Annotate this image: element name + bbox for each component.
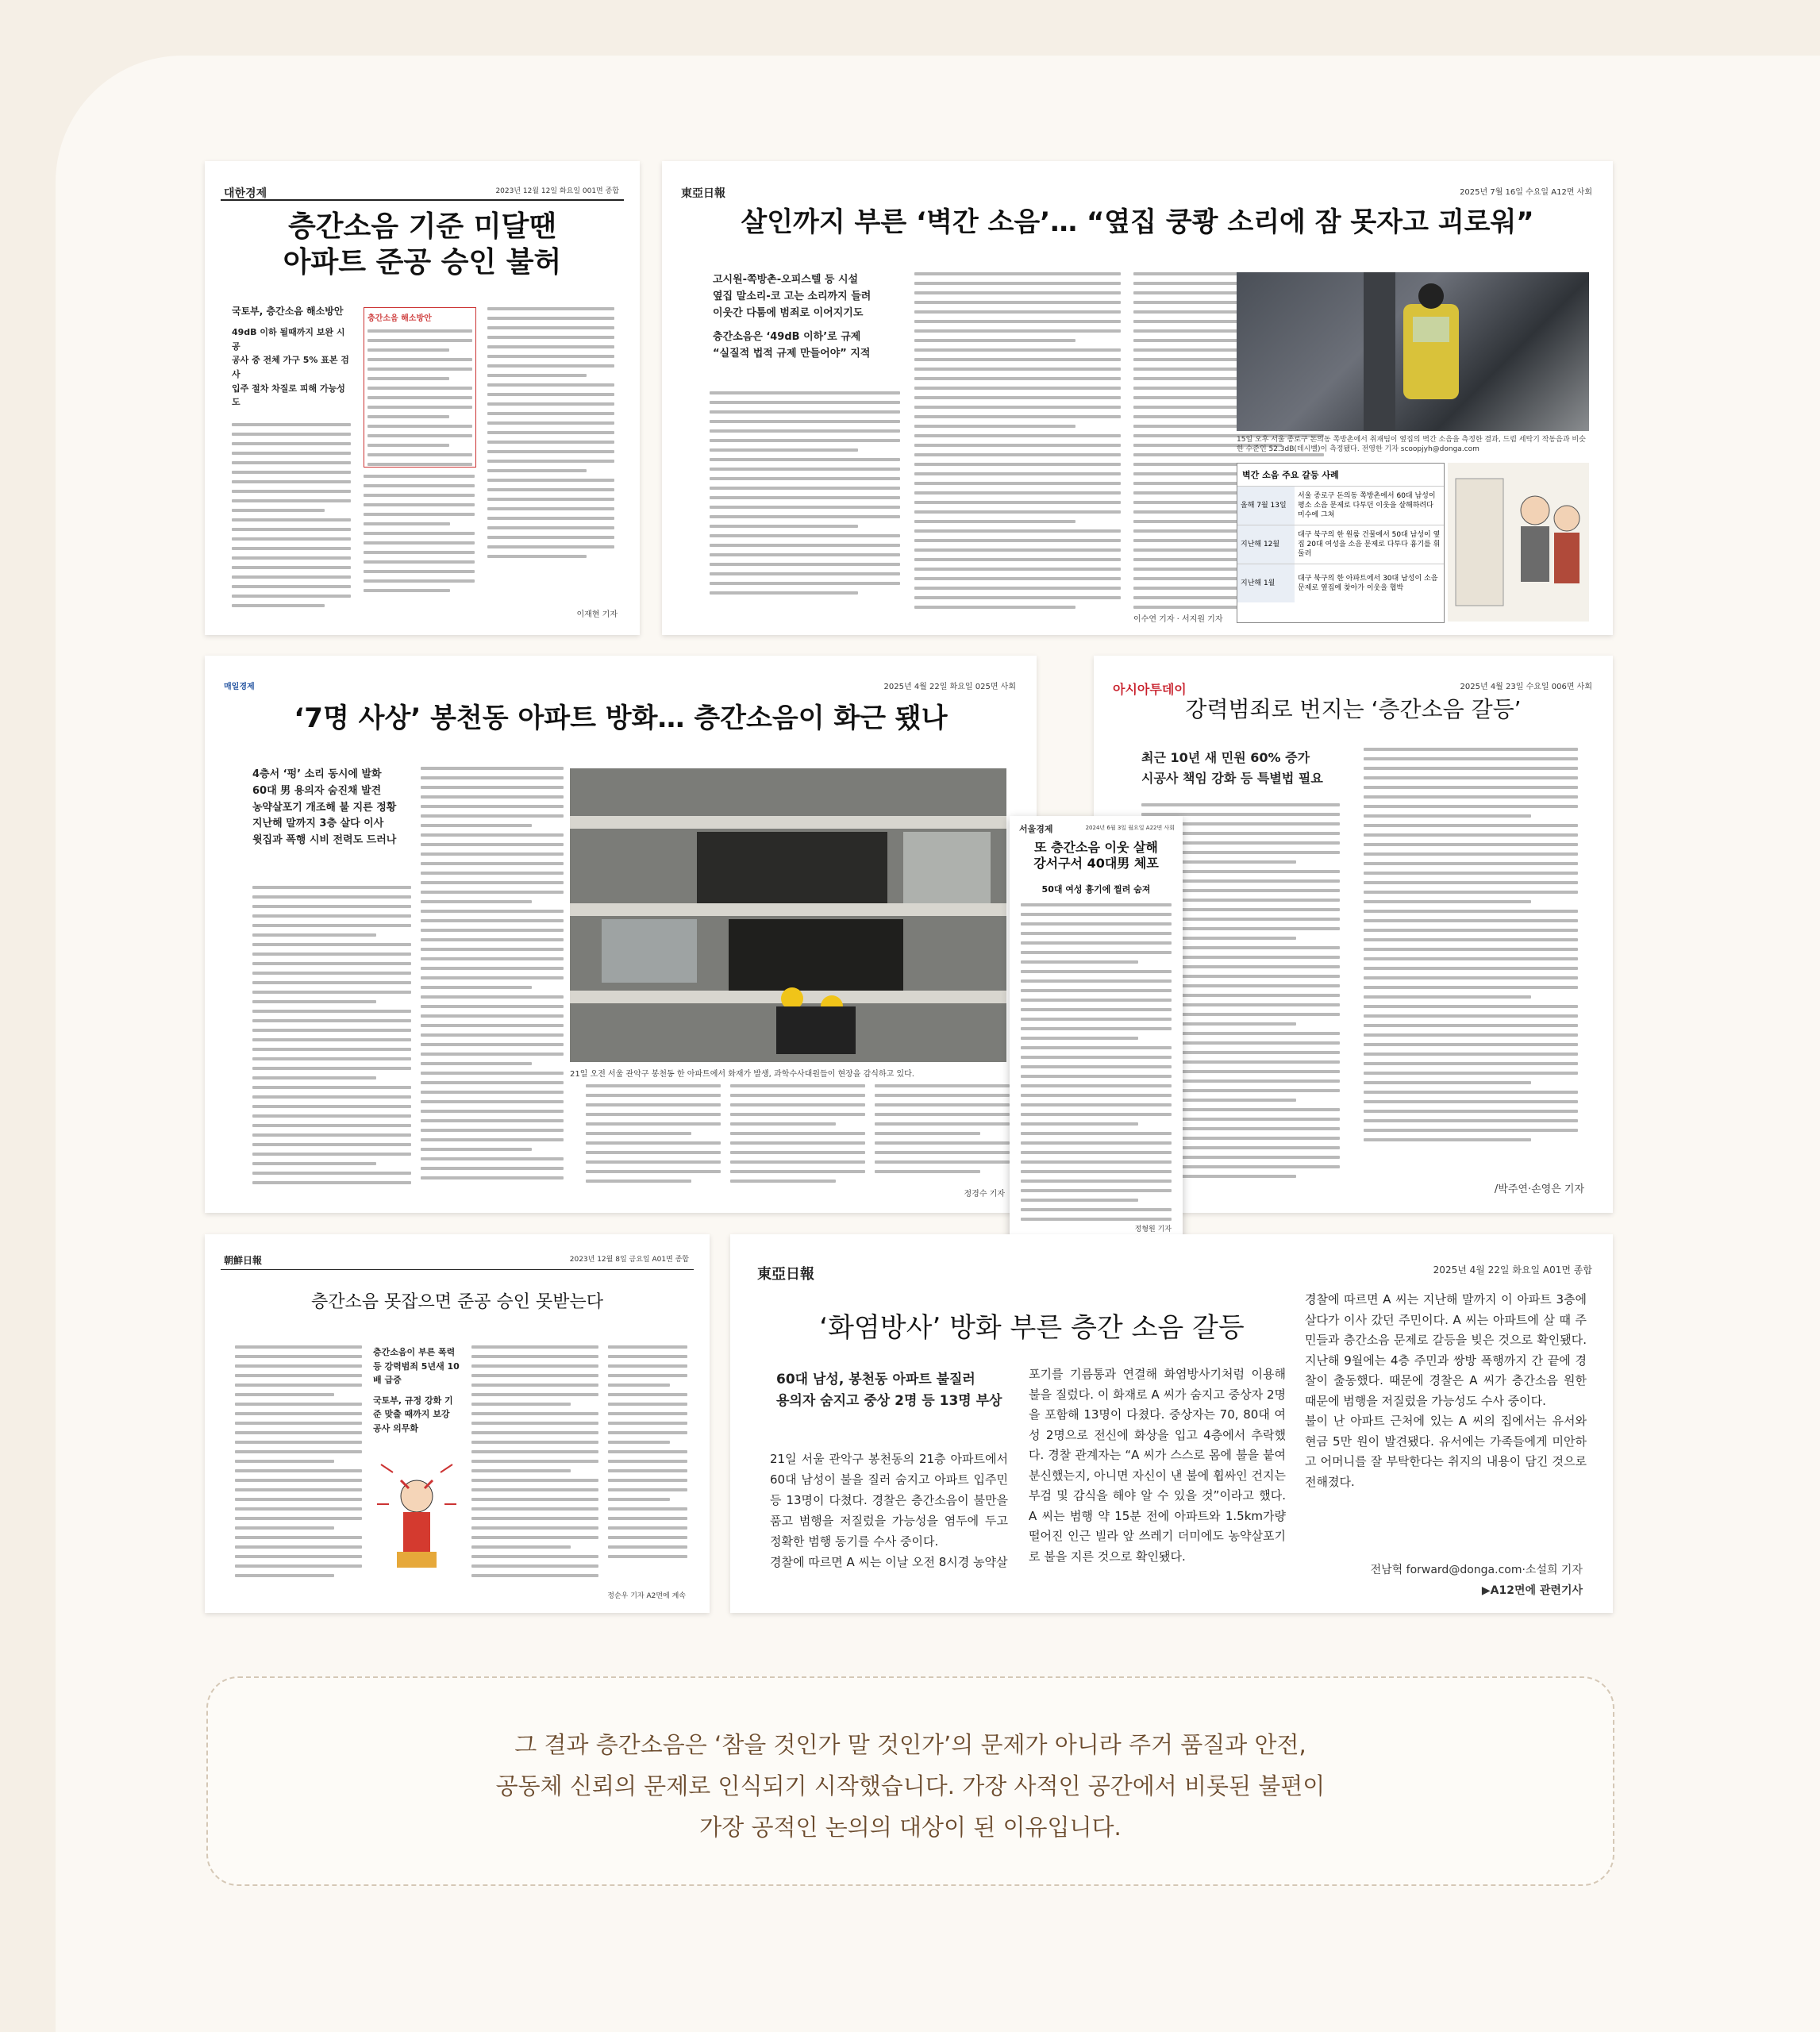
subhead-column: 국토부, 층간소음 해소방안 49dB 이하 될때까지 보완 시공 공사 중 전체 가구 5% 표본 검사 입주 절차 차질로 피해 가능성도 [232,306,349,408]
row-date: 지난해 1월 [1237,564,1295,602]
reporter: 정형원 기자 [1134,1226,1172,1233]
body-column [421,767,564,1195]
subhead-column: 고시원-쪽방촌-오피스텔 등 시설 옆집 말소리-코 고는 소리까지 들려 이웃간 다툼에 범죄로 이어지기도 층간소음은 ‘49dB 이하’로 규제 “실질적 법적 규제 만들어야” 지적 [713,274,872,360]
body-column [608,1345,687,1584]
date: 2025년 4월 23일 수요일 006면 사회 [1460,683,1592,691]
noisy-neighbor-icon [373,1457,460,1576]
subhead-column: 4층서 ‘펑’ 소리 동시에 발화 60대 男 용의자 숨진채 발견 농약살포기 개조해 불 지른 정황 지난해 말까지 3층 살다 이사 윗집과 폭행 시비 전력도 드러나 [252,768,397,847]
reporter: 전남혁 forward@donga.com·소설희 기자 [1370,1564,1583,1576]
body-column [471,1345,598,1584]
headline: ‘7명 사상’ 봉천동 아파트 방화… 층간소음이 화근 됐나 [294,702,948,734]
body-column [730,1084,865,1195]
body-column [232,423,351,614]
body-column [487,307,614,609]
info-box: 층간소음 해소방안 [364,307,476,468]
body-column [586,1084,721,1195]
body-column [875,1084,1010,1195]
row-date: 지난해 12월 [1237,525,1295,564]
body-column [1021,903,1172,1221]
apartment-fire-illustration [570,768,1006,1062]
body-column [235,1345,362,1591]
masthead: 대한경제 [224,187,267,200]
subhead-column: 60대 남성, 봉천동 아파트 불질러 용의자 숨지고 중상 2명 등 13명 부상 [776,1372,1002,1410]
body-column [252,886,411,1195]
headline: 층간소음 못잡으면 준공 승인 못받는다 [310,1292,603,1312]
subhead: 50대 여성 흉기에 찔려 숨져 [1041,884,1151,895]
row-text: 서울 종로구 돈의동 쪽방촌에서 60대 남성이 평소 소음 문제로 다투던 이웃을 살해하려다 미수에 그쳐 [1298,492,1436,519]
row-text: 대구 북구의 한 원룸 건물에서 50대 남성이 옆집 20대 여성을 소음 문제로 다투다 흉기를 휘둘러 [1298,531,1441,558]
caption-box [206,1676,1614,1886]
noise-meter-photo [1237,272,1589,431]
row-text: 대구 북구의 한 아파트에서 30대 남성이 소음 문제로 옆집에 찾아가 이웃을 협박 [1298,575,1438,592]
table-row [1237,525,1444,564]
news-clip-donga-wall-noise [662,161,1613,635]
date: 2024년 6월 3일 월요일 A22면 사회 [1085,825,1175,831]
photo-caption: 15일 오후 서울 종로구 돈의동 쪽방촌에서 취재팀이 옆집의 벽간 소음을 측정한 결과, 드럼 세탁기 작동음과 비슷한 수준인 52.3dB(데시벨)이 측정됐다. 전영한 기자 scoopjyh@donga.com [1237,436,1586,453]
date: 2023년 12월 8일 금요일 A01면 종합 [569,1256,689,1264]
arguing-neighbors-illustration [1448,463,1589,622]
reporter: 정경수 기자 [964,1190,1005,1199]
subhead-column: 최근 10년 새 민원 60% 증가 시공사 책임 강화 등 특별법 필요 [1141,750,1323,786]
masthead: 아시아투데이 [1113,682,1187,697]
row-date: 올해 7월 13일 [1237,487,1295,525]
headline: 층간소음 기준 미달땐 아파트 준공 승인 불허 [283,210,562,279]
masthead: 東亞日報 [681,187,725,200]
body-column [710,391,900,622]
sound-meter-icon [1237,272,1589,431]
noise-illustration [373,1457,460,1576]
masthead: 매일경제 [224,683,255,691]
subhead-column: 층간소음이 부른 폭력 등 강력범죄 5년새 10배 급증 국토부, 규정 강화 기준 맞출 때까지 보강 공사 의무화 [373,1347,460,1434]
news-clip-seoul-economy [1010,816,1183,1243]
news-clip-chosun [205,1234,710,1613]
news-clip-daehan [205,161,640,635]
reporter: 이수연 기자 · 서지원 기자 [1133,615,1223,624]
reporter: 정순우 기자 A2면에 계속 [607,1592,686,1600]
reporter: 이재현 기자 [576,610,618,619]
headline: 강력범죄로 번지는 ‘층간소음 갈등’ [1185,696,1522,722]
date: 2025년 4월 22일 화요일 A01면 종합 [1433,1264,1592,1276]
masthead: 東亞日報 [757,1266,814,1283]
body-column-3: 경찰에 따르면 A 씨는 지난해 말까지 이 아파트 3층에 살다가 이사 갔던 주민이다. A 씨는 아파트에 살 때 주민들과 층간소음 문제로 갈등을 빚은 것으로 확인됐다. 지난해 9월에는 4층 주민과 쌍방 폭행까지 간 끝에 경찰이 출동했다. 때문에 경찰은 A 씨가 층간소음 원한 때문에 범행을 저질렀을 가능성도 수사 중이다. 불이 난 아파트 근처에 있는 A 씨의 집에서는 유서와 현금 5만 원이 발견됐다. 유서에는 가족들에게 미안하고 어머니를 잘 부탁한다는 취지의 내용이 담긴 것으로 전해졌다. [1305,1292,1587,1489]
table-rows [1237,486,1444,602]
masthead: 서울경제 [1019,824,1053,834]
body-column-2: 포기를 기름통과 연결해 화염방사기처럼 이용해 불을 질렀다. 이 화재로 A 씨가 숨지고 중상자 2명을 포함해 13명이 다쳤다. 중상자는 70, 80대 여성 2명으로 전신에 화상을 입고 4층에서 추락했다. 경찰 관계자는 “A 씨가 스스로 몸에 불을 붙여 분신했는지, 아니면 자신이 낸 불에 휩싸인 건지는 부검 및 감식을 해야 알 수 있을 것”이라고 했다. A 씨는 범행 약 15분 전에 아파트와 1.5km가량 떨어진 인근 빌라 앞 쓰레기 더미에도 농약살포기로 불을 지른 것으로 확인됐다. [1029,1367,1286,1564]
body-column [364,475,475,618]
masthead: 朝鮮日報 [224,1255,263,1266]
reporter: /박주연·손영은 기자 [1494,1183,1584,1195]
body-column [914,272,1121,622]
body-column-1: 21일 서울 관악구 봉천동의 21층 아파트에서 60대 남성이 불을 질러 숨지고 아파트 입주민 등 13명이 다쳤다. 경찰은 층간소음이 불만을 품고 범행을 저질렀을 가능성을 염두에 두고 정확한 범행 동기를 수사 중이다. 경찰에 따르면 A 씨는 이날 오전 8시경 농약살 [770,1452,1008,1569]
divider [221,1269,694,1270]
headline: 또 층간소음 이웃 살해 강서구서 40대男 체포 [1033,840,1159,871]
conflict-table: 벽간 소음 주요 갈등 사례 올해 7월 13일 서울 종로구 돈의동 쪽방촌에서 60대 남성이 평소 소음 문제로 다투던 이웃을 살해하려다 미수에 그쳐 지난해 12월 대구 북구의 한 원룸 건물에서 50대 남성이 옆집 20대 여성을 소음 문제로 다투다 흉기를 휘둘러 지난해 1월 대구 북구의 한 아파트에서 30대 남성이 소음 문제로 옆집에 찾아가 이웃을 협박 [1237,463,1445,623]
date: 2023년 12월 12일 화요일 001면 종합 [495,187,619,195]
neighbors-cartoon [1448,463,1589,622]
date: 2025년 4월 22일 화요일 025면 사회 [883,683,1016,691]
caption-text: 그 결과 층간소음은 ‘참을 것인가 말 것인가’의 문제가 아니라 주거 품질과 안전, 공동체 신뢰의 문제로 인식되기 시작했습니다. 가장 사적인 공간에서 비롯된 불편이 가장 공적인 논의의 대상이 된 이유입니다. [495,1731,1326,1841]
news-clip-maeil-fire [205,656,1037,1213]
date: 2025년 7월 16일 수요일 A12면 사회 [1460,188,1592,197]
fire-scene-photo [570,768,1006,1062]
headline: 살인까지 부른 ‘벽간 소음’… “옆집 쿵쾅 소리에 잠 못자고 괴로워” [741,206,1534,238]
table-row [1237,564,1444,602]
body-column [1364,748,1578,1176]
related-article-link[interactable]: ▶A12면에 관련기사 [1481,1584,1583,1597]
table-row [1237,486,1444,525]
divider [221,199,624,201]
news-clip-donga-fire [730,1234,1613,1613]
headline: ‘화염방사’ 방화 부른 층간 소음 갈등 [819,1312,1245,1344]
photo-caption: 21일 오전 서울 관악구 봉천동 한 아파트에서 화재가 발생, 과학수사대원들이 현장을 감식하고 있다. [570,1070,914,1079]
